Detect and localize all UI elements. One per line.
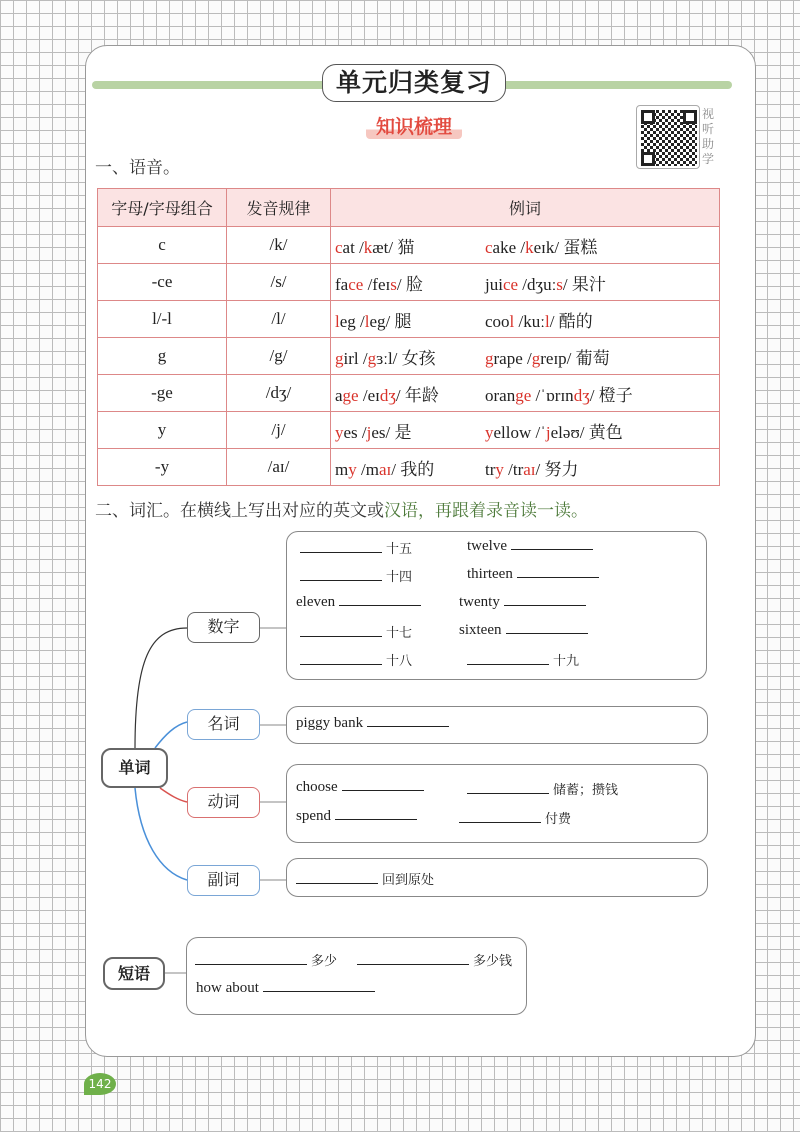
- highlight-segment: ce: [502, 274, 519, 294]
- word: twenty: [459, 594, 500, 610]
- text-segment: eɪk/ 蛋糕: [533, 237, 598, 257]
- highlight-segment: ge: [515, 385, 532, 405]
- highlight-segment: y: [335, 422, 344, 442]
- text-segment: / 我的: [391, 459, 435, 479]
- word: eleven: [296, 594, 336, 610]
- sound-cell: /g/: [227, 338, 331, 375]
- word: how about: [196, 980, 259, 996]
- text-segment: /tr: [503, 459, 524, 479]
- word: twelve: [467, 538, 507, 554]
- word: 十九: [553, 654, 580, 669]
- highlight-segment: g: [367, 348, 377, 368]
- highlight-segment: j: [545, 422, 551, 442]
- text-segment: es/ 是: [371, 422, 412, 442]
- node-phrases: 短语: [103, 957, 165, 990]
- sound-cell: /dʒ/: [227, 375, 331, 412]
- word: 十四: [386, 570, 413, 585]
- heading-text-green: 汉语，再跟着录音读一读。: [384, 501, 588, 521]
- highlight-segment: s: [390, 274, 397, 294]
- sound-cell: /l/: [227, 301, 331, 338]
- word: piggy bank: [296, 715, 364, 731]
- node-adverbs: 副词: [187, 865, 260, 896]
- answer-blank[interactable]: [300, 580, 382, 581]
- word: 多少: [311, 954, 338, 969]
- answer-blank[interactable]: [357, 964, 469, 965]
- highlight-segment: g: [485, 348, 494, 368]
- text-segment: / 酷的: [549, 311, 593, 331]
- text-segment: / 果汁: [562, 274, 606, 294]
- answer-blank[interactable]: [300, 664, 382, 665]
- word: 储蓄；攒钱: [553, 783, 619, 798]
- heading-text: 二、词汇。在横线上写出对应的英文或: [95, 501, 384, 521]
- text-segment: /dʒuː: [518, 274, 557, 294]
- text-segment: /kuː: [514, 311, 545, 331]
- page-title: 单元归类复习: [322, 64, 506, 102]
- text-segment: jui: [485, 274, 503, 294]
- phrases-box: [186, 937, 527, 1015]
- highlight-segment: s: [556, 274, 563, 294]
- connector-adverbs: [135, 788, 187, 880]
- text-segment: eg /: [339, 311, 365, 331]
- highlight-segment: l: [364, 311, 370, 331]
- text-segment: eləʊ/ 黄色: [550, 422, 623, 442]
- answer-blank[interactable]: [459, 822, 541, 823]
- sound-cell: /aɪ/: [227, 449, 331, 486]
- text-segment: /eɪ: [358, 385, 380, 405]
- letter-cell: -y: [98, 449, 227, 486]
- node-numbers: 数字: [187, 612, 260, 643]
- word: 付费: [545, 812, 572, 827]
- word: choose: [296, 779, 338, 795]
- text-segment: ɜːl/ 女孩: [376, 348, 436, 368]
- highlight-segment: ce: [348, 274, 364, 294]
- letter-cell: c: [98, 227, 227, 264]
- numbers-box: [286, 531, 707, 680]
- sound-cell: /k/: [227, 227, 331, 264]
- text-segment: / 年龄: [395, 385, 439, 405]
- subtitle: 知识梳理: [366, 112, 462, 139]
- highlight-segment: ge: [342, 385, 359, 405]
- text-segment: coo: [485, 311, 510, 331]
- highlight-segment: g: [531, 348, 541, 368]
- answer-blank[interactable]: [506, 633, 588, 634]
- answer-blank[interactable]: [339, 605, 421, 606]
- sound-cell: /j/: [227, 412, 331, 449]
- highlight-segment: aɪ: [523, 459, 536, 479]
- text-segment: /feɪ: [363, 274, 391, 294]
- node-verbs: 动词: [187, 787, 260, 818]
- text-segment: m: [335, 459, 349, 479]
- answer-blank[interactable]: [263, 991, 375, 992]
- text-segment: eg/ 腿: [369, 311, 412, 331]
- text-segment: es /: [343, 422, 367, 442]
- highlight-segment: g: [335, 348, 344, 368]
- answer-blank[interactable]: [335, 819, 417, 820]
- col-header: 字母/字母组合: [98, 189, 227, 227]
- highlight-segment: y: [485, 422, 494, 442]
- col-header: 例词: [331, 189, 720, 227]
- adverbs-box: [286, 858, 708, 897]
- word: 十八: [386, 654, 413, 669]
- text-segment: /ˈɒrɪn: [531, 385, 574, 405]
- letter-cell: y: [98, 412, 227, 449]
- section1-heading: 一、语音。: [95, 158, 180, 178]
- answer-blank[interactable]: [504, 605, 586, 606]
- node-words: 单词: [101, 748, 168, 788]
- answer-blank[interactable]: [367, 726, 449, 727]
- text-segment: rape /: [493, 348, 532, 368]
- text-segment: tr: [485, 459, 496, 479]
- highlight-segment: l: [544, 311, 550, 331]
- connector-verbs: [160, 788, 187, 802]
- text-segment: oran: [485, 385, 516, 405]
- highlight-segment: k: [363, 237, 373, 257]
- highlight-segment: j: [366, 422, 372, 442]
- nouns-box: [286, 706, 708, 744]
- answer-blank[interactable]: [296, 883, 378, 884]
- answer-blank[interactable]: [511, 549, 593, 550]
- highlight-segment: aɪ: [378, 459, 392, 479]
- answer-blank[interactable]: [300, 552, 382, 553]
- text-segment: fa: [335, 274, 349, 294]
- connector-numbers: [135, 628, 187, 748]
- answer-blank[interactable]: [195, 964, 307, 965]
- word: 十五: [386, 542, 413, 557]
- text-segment: /m: [356, 459, 379, 479]
- text-segment: ellow /ˈ: [493, 422, 546, 442]
- highlight-segment: dʒ: [379, 385, 396, 405]
- text-segment: / 橙子: [589, 385, 633, 405]
- col-header: 发音规律: [227, 189, 331, 227]
- word: 回到原处: [382, 873, 435, 888]
- verbs-box: [286, 764, 708, 843]
- highlight-segment: k: [525, 237, 534, 257]
- highlight-segment: c: [335, 237, 343, 257]
- answer-blank[interactable]: [467, 664, 549, 665]
- sound-cell: /s/: [227, 264, 331, 301]
- word: 十七: [386, 626, 413, 641]
- answer-blank[interactable]: [342, 790, 424, 791]
- letter-cell: l/-l: [98, 301, 227, 338]
- letter-cell: -ge: [98, 375, 227, 412]
- connector-nouns: [155, 722, 187, 748]
- highlight-segment: l: [335, 311, 340, 331]
- text-segment: at /: [342, 237, 364, 257]
- highlight-segment: l: [509, 311, 515, 331]
- answer-blank[interactable]: [300, 636, 382, 637]
- text-segment: reɪp/ 葡萄: [540, 348, 610, 368]
- text-segment: ake /: [492, 237, 526, 257]
- word: sixteen: [459, 622, 502, 638]
- word: thirteen: [467, 566, 513, 582]
- letter-cell: -ce: [98, 264, 227, 301]
- highlight-segment: dʒ: [573, 385, 590, 405]
- text-segment: æt/ 猫: [372, 237, 415, 257]
- answer-blank[interactable]: [517, 577, 599, 578]
- answer-blank[interactable]: [467, 793, 549, 794]
- highlight-segment: y: [495, 459, 504, 479]
- text-segment: a: [335, 385, 343, 405]
- node-nouns: 名词: [187, 709, 260, 740]
- highlight-segment: y: [348, 459, 357, 479]
- letter-cell: g: [98, 338, 227, 375]
- text-segment: / 努力: [535, 459, 579, 479]
- highlight-segment: c: [485, 237, 493, 257]
- page-number: 142: [84, 1073, 116, 1095]
- qr-label: 视听助学: [702, 107, 715, 166]
- word: spend: [296, 808, 331, 824]
- text-segment: irl /: [343, 348, 368, 368]
- text-segment: / 脸: [396, 274, 423, 294]
- word: 多少钱: [473, 954, 513, 969]
